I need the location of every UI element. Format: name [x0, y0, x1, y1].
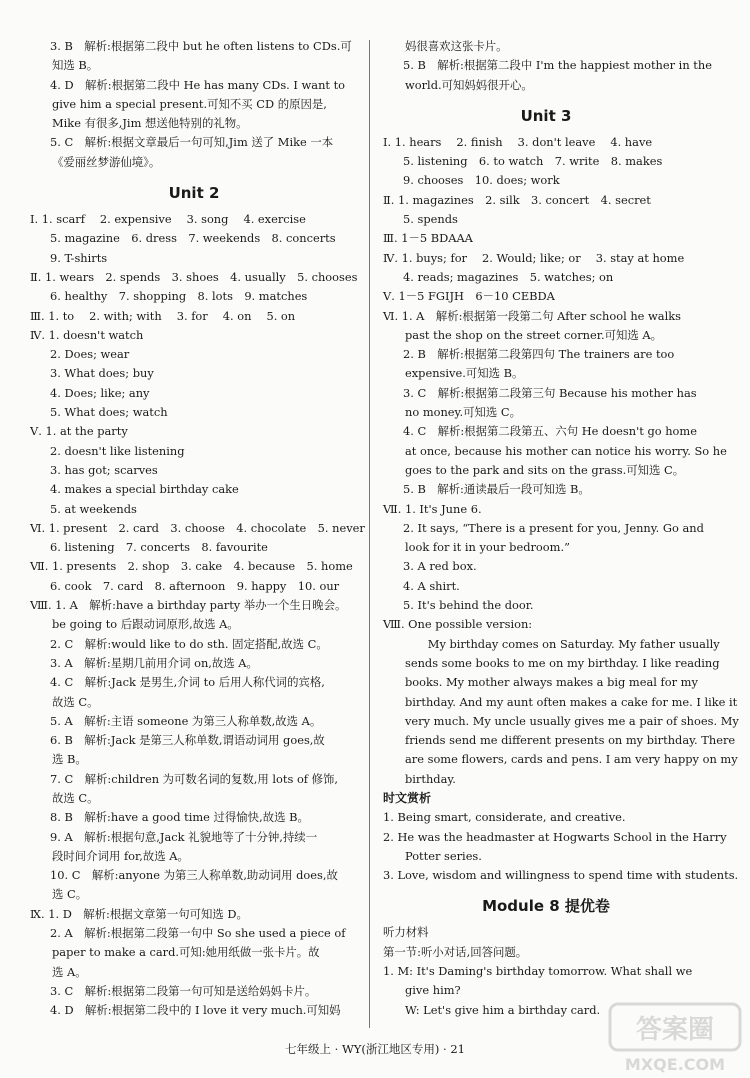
answer-line: 10. C 解析:anyone 为第三人称单数,助动词用 does,故 [50, 868, 338, 883]
answer-line: 3. has got; scarves [50, 462, 158, 477]
answer-line: 4. reads; magazines 5. watches; on [403, 269, 614, 284]
right-column [383, 37, 739, 1020]
answer-line: 5. listening 6. to watch 7. write 8. makes [403, 154, 663, 169]
answer-line: 1. Being smart, considerate, and creative. [383, 810, 626, 825]
answer-line: 3. C 解析:根据第二段第一句可知是送给妈妈卡片。 [50, 983, 317, 998]
answer-line: 知选 B。 [52, 58, 99, 73]
answer-line: 5. A 解析:主语 someone 为第三人称单数,故选 A。 [50, 713, 322, 728]
answer-line: 2. B 解析:根据第二段第四句 The trainers are too [403, 347, 675, 362]
answer-line: Ⅳ. 1. buys; for 2. Would; like; or 3. stay at home [383, 250, 685, 265]
answer-line: sends some books to me on my birthday. I like reading [405, 655, 720, 670]
answer-line: 3. Love, wisdom and willingness to spend time with students. [383, 868, 739, 883]
answer-line: past the shop on the street corner.可知选 A。 [405, 327, 662, 342]
unit-heading: Unit 3 [520, 106, 572, 125]
answer-line: Ⅵ. 1. present 2. card 3. choose 4. chocolate 5. never [30, 520, 365, 535]
answer-line: Ⅴ. 1. at the party [30, 424, 128, 439]
answer-line: 4. Does; like; any [50, 385, 150, 400]
answer-line: no money.可知选 C。 [405, 405, 521, 420]
answer-line: Ⅶ. 1. It's June 6. [383, 501, 482, 516]
answer-line: Ⅵ. 1. A 解析:根据第一段第二句 After school he walks [383, 308, 681, 323]
answer-line: 5. It's behind the door. [403, 598, 534, 613]
answer-line: look for it in your bedroom.” [405, 540, 570, 555]
answer-line: give him? [405, 983, 461, 998]
answer-line: 9. T-shirts [50, 250, 108, 265]
answer-line: 4. makes a special birthday cake [50, 482, 239, 497]
answer-line: 4. C 解析:根据第二段第五、六句 He doesn't go home [403, 424, 697, 439]
answer-line: 选 A。 [52, 964, 87, 979]
answer-line: give him a special present.可知不买 CD 的原因是, [52, 96, 327, 111]
answer-line: Ⅷ. 1. A 解析:have a birthday party 举办一个生日晚会。 [30, 598, 347, 613]
answer-line: 妈很喜欢这张卡片。 [405, 39, 508, 53]
answer-line: Ⅰ. 1. scarf 2. expensive 3. song 4. exercise [30, 212, 306, 227]
answer-line: birthday. And my aunt often makes a cake for me. I like it [405, 694, 738, 709]
answer-line: at once, because his mother can notice his worry. So he [405, 443, 727, 458]
answer-line: 2. C 解析:would like to do sth. 固定搭配,故选 C。 [50, 636, 328, 651]
answer-line: 9. A 解析:根据句意,Jack 礼貌地等了十分钟,持续一 [50, 829, 318, 844]
answer-line: 7. C 解析:children 为可数名词的复数,用 lots of 修饰, [50, 771, 339, 786]
answer-line: 第一节:听小对话,回答问题。 [383, 944, 528, 959]
answer-line: 2. A 解析:根据第二段第一句中 So she used a piece of [50, 926, 346, 941]
answer-line: Ⅶ. 1. presents 2. shop 3. cake 4. because 5. home [30, 559, 353, 574]
answer-line: are some flowers, cards and pens. I am very happy on my [405, 752, 738, 767]
answer-line: Ⅲ. 1. to 2. with; with 3. for 4. on 5. on [30, 308, 296, 323]
answer-line: 5. at weekends [50, 501, 137, 516]
answer-line: 4. A shirt. [403, 578, 460, 593]
answer-line: Ⅸ. 1. D 解析:根据文章第一句可知选 D。 [30, 906, 248, 921]
answer-line: world.可知妈妈很开心。 [405, 77, 533, 92]
unit-heading: Module 8 提优卷 [482, 897, 610, 916]
answer-line: 6. listening 7. concerts 8. favourite [50, 540, 268, 555]
answer-line: Ⅱ. 1. magazines 2. silk 3. concert 4. secret [383, 192, 651, 207]
svg-text:MXQE.COM: MXQE.COM [624, 1055, 726, 1074]
left-column [30, 37, 365, 1021]
answer-line: paper to make a card.可知:她用纸做一张卡片。故 [52, 945, 320, 960]
answer-line: 2. He was the headmaster at Hogwarts School in the Harry [383, 829, 727, 844]
answer-line: Ⅱ. 1. wears 2. spends 3. shoes 4. usually 5. chooses [30, 269, 358, 284]
answer-line: 段时间介词用 for,故选 A。 [52, 848, 189, 863]
answer-line: 3. C 解析:根据第二段第三句 Because his mother has [403, 385, 697, 400]
svg-text:答案圈: 答案圈 [635, 1015, 715, 1045]
answer-line: Ⅷ. One possible version: [383, 617, 533, 632]
answer-line: 1. M: It's Daming's birthday tomorrow. What shall we [383, 964, 693, 979]
answer-line: Potter series. [405, 848, 482, 863]
answer-line: 5. B 解析:根据第二段中 I'm the happiest mother in the [403, 58, 712, 73]
answer-line: 5. B 解析:通读最后一段可知选 B。 [403, 482, 590, 497]
answer-line: Ⅲ. 1－5 BDAAA [383, 231, 473, 246]
section-heading: 时文赏析 [383, 790, 432, 805]
watermark-logo [606, 1000, 744, 1076]
answer-line: 2. It says, “There is a present for you, Jenny. Go and [403, 520, 704, 535]
answer-line: 《爱丽丝梦游仙境》。 [52, 154, 161, 169]
answer-line: 2. doesn't like listening [50, 443, 185, 458]
answer-line: 听力材料 [383, 925, 429, 940]
answer-line: 3. B 解析:根据第二段中 but he often listens to CDs.可 [50, 39, 352, 53]
answer-line: 故选 C。 [52, 790, 99, 805]
answer-line: 5. magazine 6. dress 7. weekends 8. concerts [50, 231, 336, 246]
answer-line: 8. B 解析:have a good time 过得愉快,故选 B。 [50, 810, 309, 825]
answer-line: 6. healthy 7. shopping 8. lots 9. matches [50, 289, 308, 304]
answer-line: Ⅴ. 1－5 FGIJH 6－10 CEBDA [383, 289, 555, 304]
answer-line: 选 C。 [52, 887, 88, 902]
unit-heading: Unit 2 [168, 184, 220, 203]
answer-line: 5. spends [403, 212, 458, 227]
answer-line: books. My mother always makes a big meal for my [405, 675, 698, 690]
answer-line: My birthday comes on Saturday. My father usually [405, 636, 720, 651]
answer-line: 4. C 解析:Jack 是男生,介词 to 后用人称代词的宾格, [50, 675, 325, 690]
answer-line: Ⅰ. 1. hears 2. finish 3. don't leave 4. have [383, 134, 653, 149]
answer-line: 故选 C。 [52, 694, 99, 709]
answer-line: be going to 后跟动词原形,故选 A。 [52, 617, 239, 632]
answer-line: expensive.可知选 B。 [405, 366, 524, 381]
answer-line: 9. chooses 10. does; work [403, 173, 560, 188]
answer-line: Mike 有很多,Jim 想送他特别的礼物。 [52, 116, 248, 131]
answer-line: 3. A red box. [403, 559, 477, 574]
answer-line: 6. cook 7. card 8. afternoon 9. happy 10. our [50, 578, 340, 593]
answer-line: 选 B。 [52, 752, 87, 767]
answer-line: goes to the park and sits on the grass.可知选 C。 [405, 462, 685, 477]
answer-line: 4. D 解析:根据第二段中的 I love it very much.可知妈 [50, 1003, 341, 1018]
answer-line: 2. Does; wear [50, 347, 130, 362]
answer-line: very much. My uncle usually gives me a pair of shoes. My [405, 713, 739, 728]
answer-line: 3. A 解析:星期几前用介词 on,故选 A。 [50, 655, 258, 670]
answer-line: W: Let's give him a birthday card. [405, 1002, 601, 1017]
answer-line: 5. C 解析:根据文章最后一句可知,Jim 送了 Mike 一本 [50, 135, 334, 150]
column-divider [369, 40, 370, 1028]
answer-line: birthday. [405, 771, 456, 786]
answer-line: 4. D 解析:根据第二段中 He has many CDs. I want to [50, 77, 346, 92]
page-footer: 七年级上 · WY(浙江地区专用) · 21 [285, 1042, 465, 1056]
answer-line: 6. B 解析:Jack 是第三人称单数,谓语动词用 goes,故 [50, 733, 325, 748]
answer-line: friends send me different presents on my birthday. There [405, 733, 736, 748]
answer-line: Ⅳ. 1. doesn't watch [30, 327, 144, 342]
answer-line: 3. What does; buy [50, 366, 154, 381]
answer-line: 5. What does; watch [50, 405, 168, 420]
